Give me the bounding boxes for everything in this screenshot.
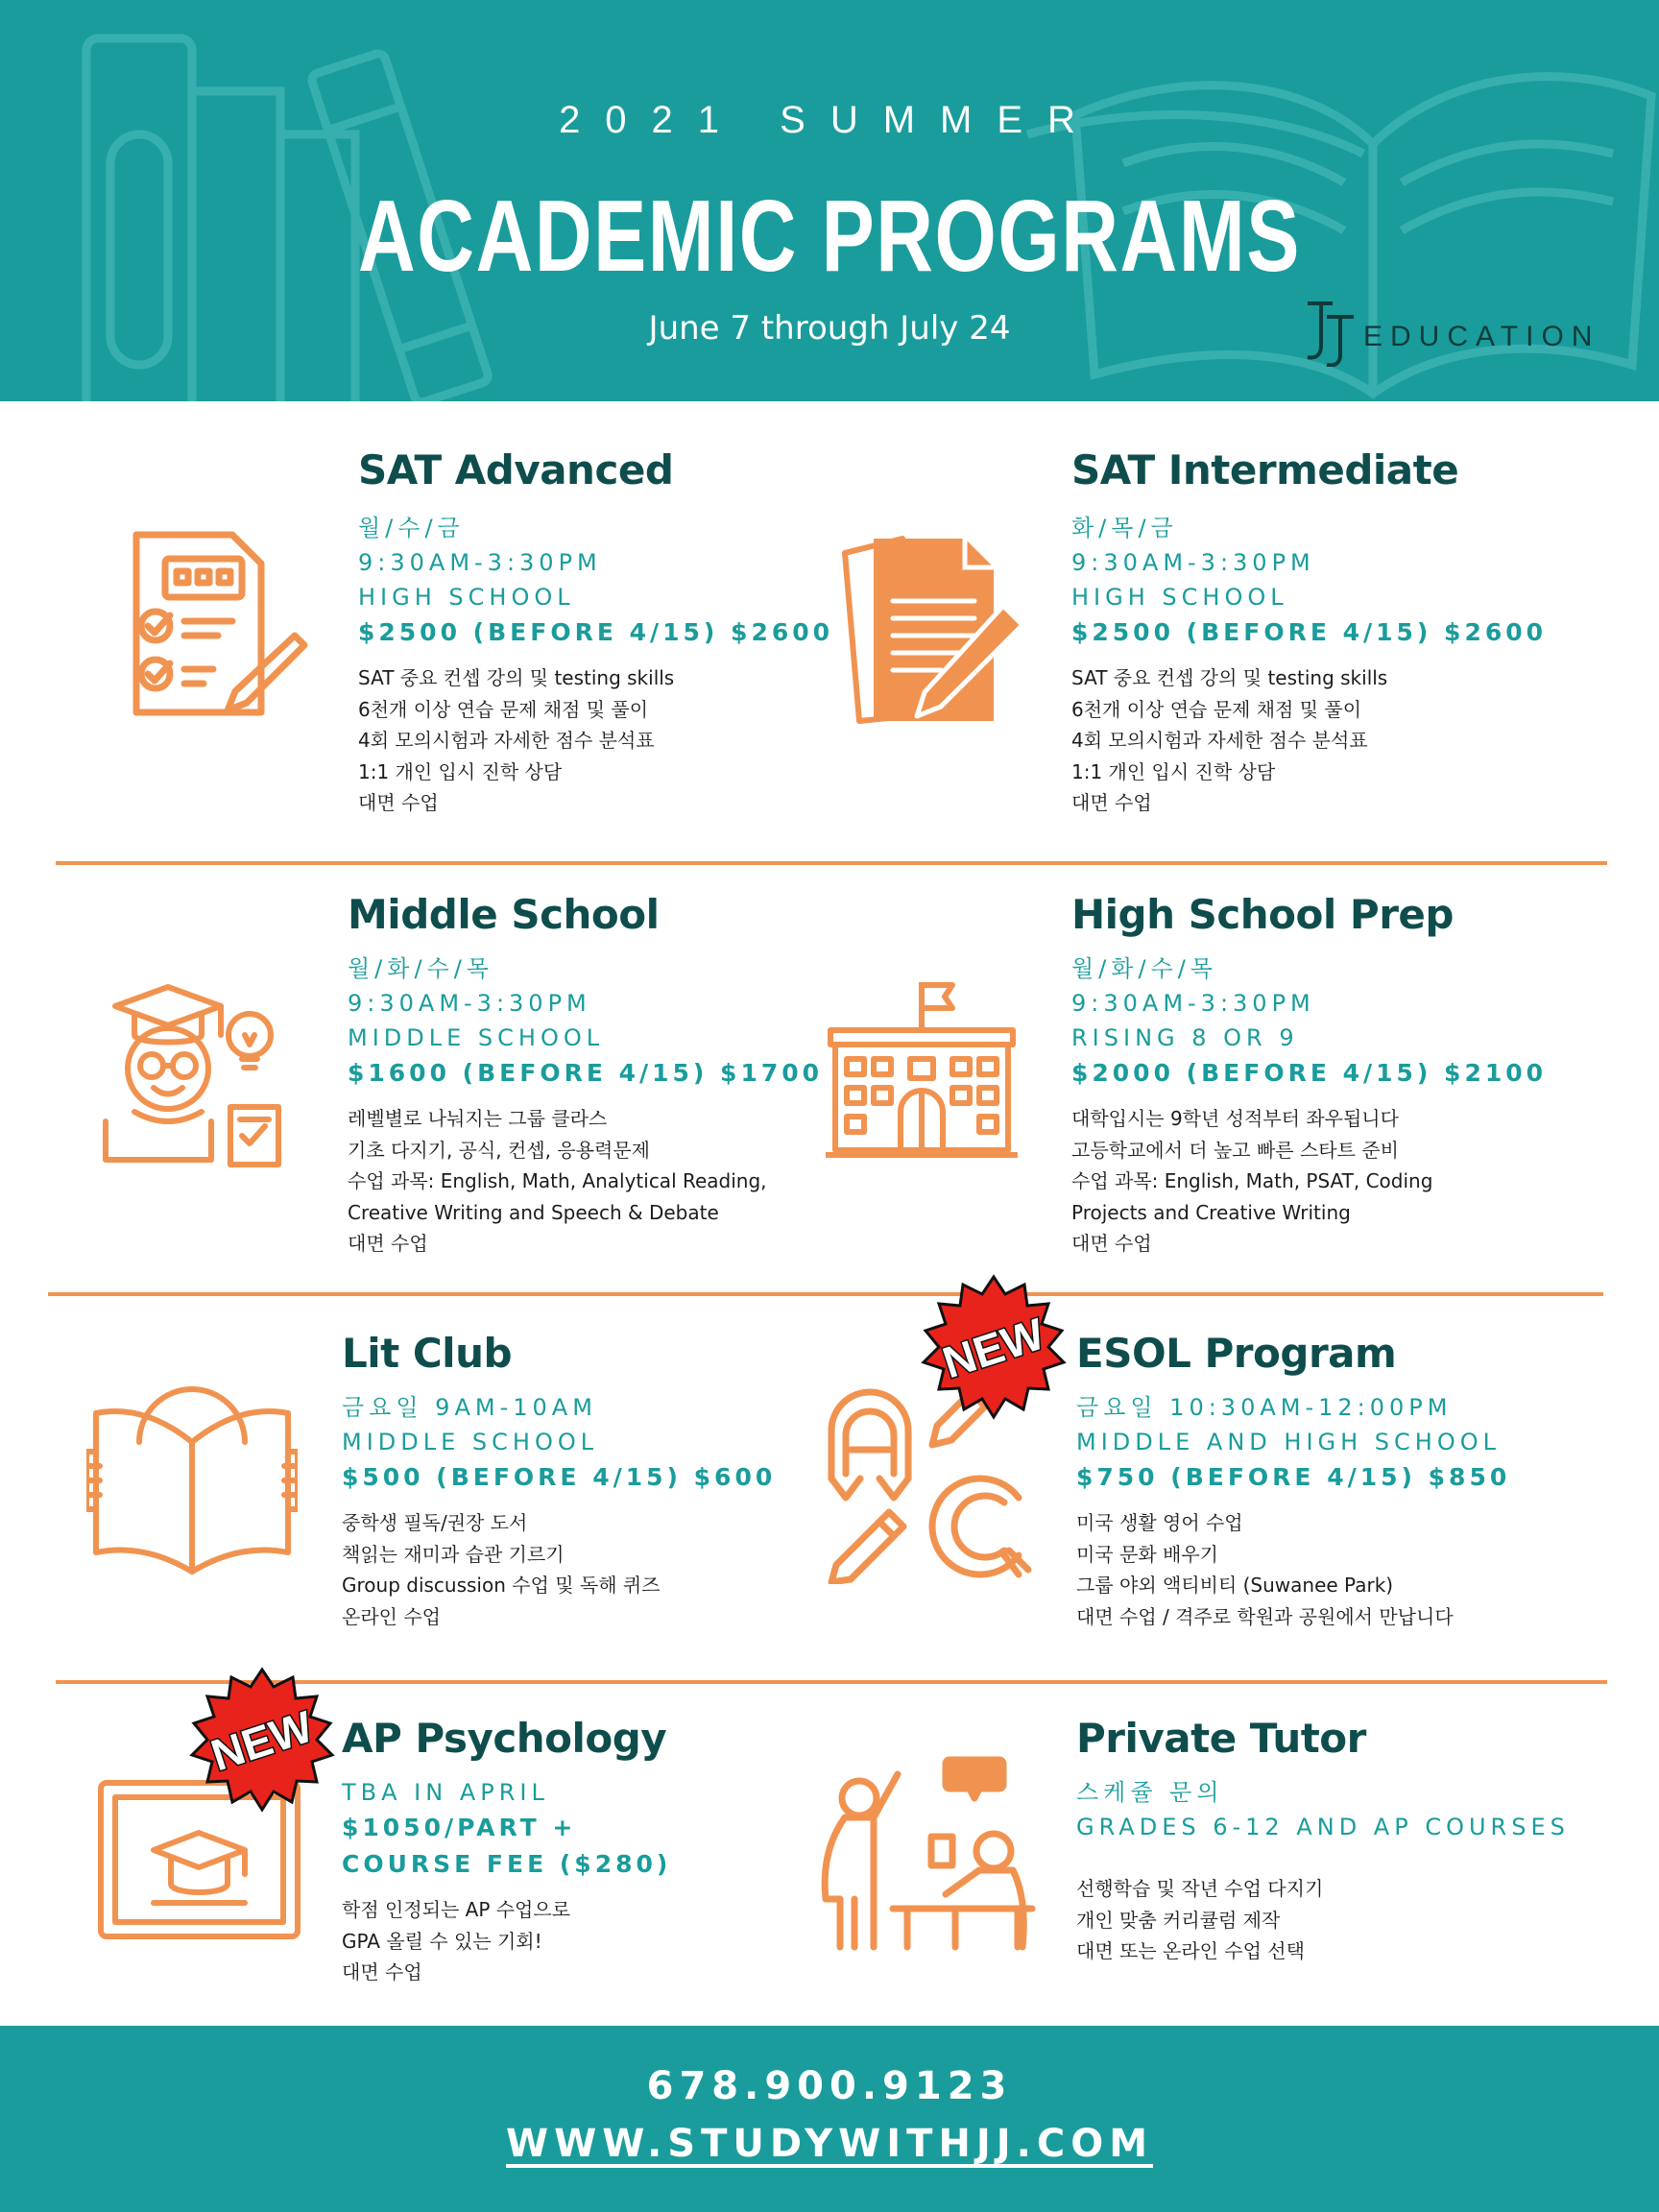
new-badge-esol [914, 1273, 1073, 1425]
program-price: $2000 (BEFORE 4/15) $2100 [1071, 1059, 1548, 1087]
program-price: $1600 (BEFORE 4/15) $1700 [348, 1059, 824, 1087]
program-sat-advanced [358, 446, 833, 819]
program-title: Lit Club [342, 1330, 513, 1377]
program-level: GRADES 6-12 AND AP COURSES [1076, 1814, 1570, 1840]
desc-line: 대면 수업 [1071, 791, 1152, 814]
desc-line: 대면 수업 [358, 791, 439, 814]
program-level: HIGH SCHOOL [1071, 584, 1288, 611]
program-description [1076, 1507, 1510, 1632]
program-price: $2500 (BEFORE 4/15) $2600 [1071, 618, 1548, 646]
logo-text: EDUCATION [1363, 321, 1600, 352]
desc-line: 고등학교에서 더 높고 빠른 스타트 준비 [1071, 1138, 1399, 1162]
program-middle-school [348, 891, 823, 1260]
program-description [1071, 1103, 1547, 1260]
desc-line: Group discussion 수업 및 독해 퀴즈 [342, 1574, 661, 1597]
program-time: 9:30AM-3:30PM [1071, 990, 1315, 1017]
header-subtitle: 2021 SUMMER [559, 99, 1100, 141]
desc-line: 대면 또는 온라인 수업 선택 [1076, 1939, 1305, 1962]
desc-line: 4회 모의시험과 자세한 점수 분석표 [358, 729, 655, 752]
program-time: 9:30AM-3:30PM [348, 990, 591, 1017]
program-title: ESOL Program [1076, 1330, 1397, 1377]
desc-line: 미국 생활 영어 수업 [1076, 1511, 1243, 1534]
desc-line: 6천개 이상 연습 문제 채점 및 풀이 [1071, 697, 1362, 721]
program-level: MIDDLE SCHOOL [342, 1429, 599, 1455]
program-days: 월/화/수/목 [348, 955, 493, 982]
program-description [342, 1894, 671, 1988]
program-days: 스케쥴 문의 [1076, 1779, 1224, 1806]
student-graduate-icon [96, 977, 288, 1169]
desc-line: 선행학습 및 작년 수업 다지기 [1076, 1877, 1324, 1900]
desc-line: 레벨별로 나눠지는 그룹 클라스 [348, 1107, 608, 1130]
program-days: 월/수/금 [358, 515, 465, 541]
desc-line: SAT 중요 컨셉 강의 및 testing skills [1071, 666, 1388, 689]
program-description [1071, 662, 1547, 819]
new-badge-ap [182, 1666, 342, 1817]
program-title: High School Prep [1071, 891, 1454, 938]
program-dates: June 7 through July 24 [648, 309, 1011, 348]
program-days: 월/화/수/목 [1071, 955, 1217, 982]
desc-line: 그룹 야외 액티비티 (Suwanee Park) [1076, 1574, 1394, 1597]
jj-logo-mark-icon [1306, 300, 1356, 367]
program-days: 금요일 9AM-10AM [342, 1394, 597, 1421]
program-time: 9:30AM-3:30PM [1071, 549, 1315, 576]
desc-line: Projects and Creative Writing [1071, 1200, 1351, 1224]
program-price: $750 (BEFORE 4/15) $850 [1076, 1463, 1511, 1491]
test-checklist-icon [117, 530, 309, 722]
program-esol [1076, 1330, 1510, 1632]
phone-number[interactable]: 678.900.9123 [646, 2064, 1013, 2108]
program-price: $1050/PART + [342, 1814, 577, 1841]
header-banner [0, 0, 1659, 401]
program-price: $2500 (BEFORE 4/15) $2600 [358, 618, 834, 646]
desc-line: 개인 맞춤 커리큘럼 제작 [1076, 1908, 1281, 1932]
footer-banner [0, 2026, 1659, 2212]
desc-line: 6천개 이상 연습 문제 채점 및 풀이 [358, 697, 649, 721]
program-description [348, 1103, 823, 1260]
program-level: MIDDLE SCHOOL [348, 1024, 605, 1051]
program-ap-psychology [342, 1715, 671, 1988]
badge-text: NEW [936, 1308, 1050, 1388]
program-level: MIDDLE AND HIGH SCHOOL [1076, 1429, 1501, 1455]
jj-education-logo [1306, 300, 1632, 367]
desc-line: SAT 중요 컨셉 강의 및 testing skills [358, 666, 675, 689]
badge-text: NEW [204, 1700, 319, 1781]
program-description [342, 1507, 776, 1632]
desc-line: 대면 수업 / 격주로 학원과 공원에서 만납니다 [1076, 1604, 1454, 1628]
desc-line: 4회 모의시험과 자세한 점수 분석표 [1071, 729, 1368, 752]
program-lit-club [342, 1330, 776, 1632]
program-days: 금요일 10:30AM-12:00PM [1076, 1394, 1453, 1421]
desc-line: 수업 과목: English, Math, Analytical Reading, [348, 1169, 767, 1192]
program-title: AP Psychology [342, 1715, 667, 1762]
section-divider [56, 861, 1607, 865]
desc-line: 대면 수업 [348, 1232, 428, 1255]
program-days: TBA IN APRIL [342, 1779, 549, 1806]
program-title: SAT Intermediate [1071, 446, 1459, 493]
program-high-school-prep [1071, 891, 1547, 1260]
desc-line: 수업 과목: English, Math, PSAT, Coding [1071, 1169, 1433, 1192]
program-sat-intermediate [1071, 446, 1547, 819]
program-price: $500 (BEFORE 4/15) $600 [342, 1463, 777, 1491]
desc-line: 책읽는 재미과 습관 기르기 [342, 1542, 565, 1566]
program-description [1076, 1873, 1570, 1967]
program-title: Middle School [348, 891, 660, 938]
desc-line: Creative Writing and Speech & Debate [348, 1200, 719, 1224]
desc-line: 미국 문화 배우기 [1076, 1542, 1218, 1566]
program-description [358, 662, 833, 819]
program-days: 화/목/금 [1071, 515, 1178, 541]
page-title: ACADEMIC PROGRAMS [358, 180, 1301, 293]
desc-line: GPA 올릴 수 있는 기회! [342, 1929, 542, 1953]
website-link[interactable]: WWW.STUDYWITHJJ.COM [505, 2122, 1154, 2166]
program-title: Private Tutor [1076, 1715, 1366, 1762]
desc-line: 대면 수업 [1071, 1232, 1152, 1255]
document-pencil-icon [835, 534, 1027, 726]
tutor-student-icon [811, 1755, 1037, 1952]
desc-line: 대면 수업 [342, 1960, 422, 1984]
program-time: 9:30AM-3:30PM [358, 549, 602, 576]
program-level: HIGH SCHOOL [358, 584, 575, 611]
section-divider [48, 1292, 1603, 1296]
reader-book-icon [86, 1375, 298, 1576]
desc-line: 1:1 개인 입시 진학 상담 [358, 759, 563, 783]
desc-line: 대학입시는 9학년 성적부터 좌우됩니다 [1071, 1107, 1399, 1130]
program-price: COURSE FEE ($280) [342, 1850, 672, 1878]
program-level: RISING 8 OR 9 [1071, 1024, 1299, 1051]
desc-line: 1:1 개인 입시 진학 상담 [1071, 759, 1276, 783]
program-title: SAT Advanced [358, 446, 674, 493]
desc-line: 학점 인정되는 AP 수업으로 [342, 1898, 571, 1921]
program-private-tutor [1076, 1715, 1570, 1967]
desc-line: 기초 다지기, 공식, 컨셉, 응용력문제 [348, 1138, 650, 1162]
desc-line: 온라인 수업 [342, 1604, 441, 1628]
desc-line: 중학생 필독/권장 도서 [342, 1511, 528, 1534]
school-building-icon [826, 977, 1018, 1169]
